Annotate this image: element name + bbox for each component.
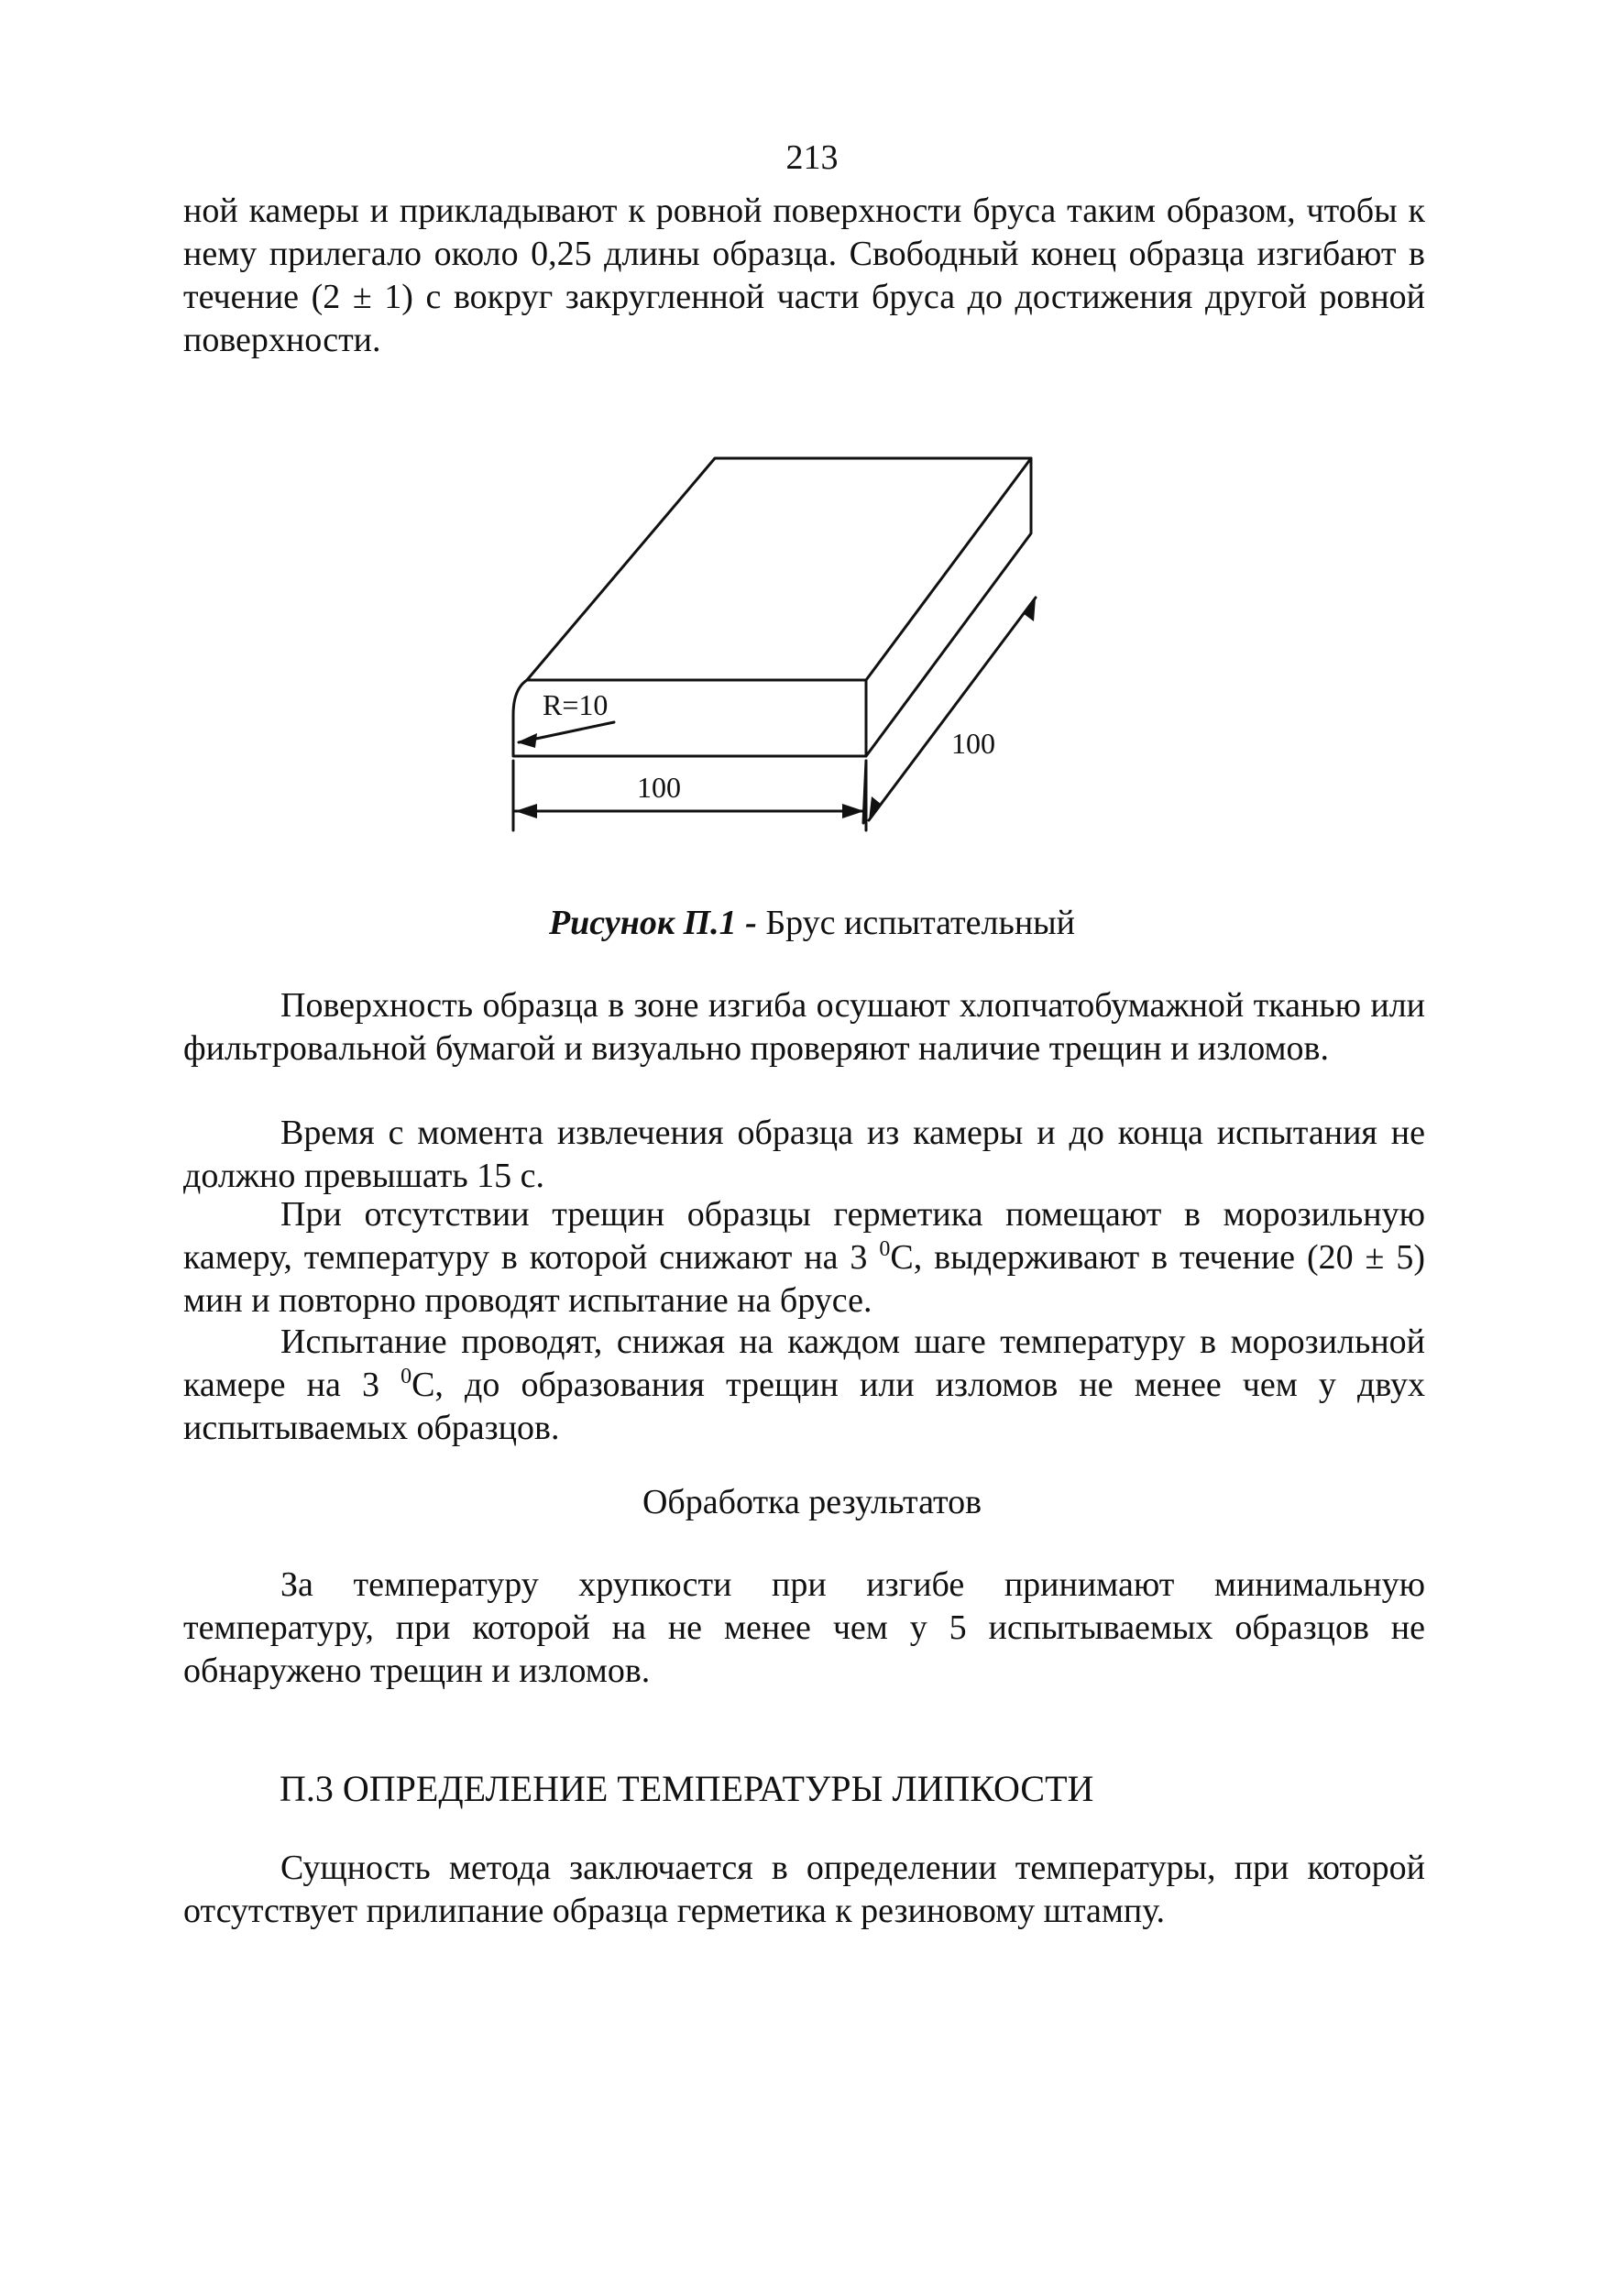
section-heading: П.3 ОПРЕДЕЛЕНИЕ ТЕМПЕРАТУРЫ ЛИПКОСТИ bbox=[280, 1768, 1094, 1809]
radius-label: R=10 bbox=[543, 688, 609, 721]
paragraph-test-procedure-part2: С, до образования трещин или изломов не менее чем у двух испытываемых образцов. bbox=[183, 1366, 1426, 1447]
paragraph-surface-drying: Поверхность образца в зоне изгиба осушают хлопчатобумажной тканью или фильтровальной бумагой и визуально проверяют наличие трещин и изломов. bbox=[183, 986, 1425, 1068]
depth-arrow-bottom bbox=[869, 796, 882, 820]
radius-arrow bbox=[517, 733, 537, 748]
depth-label: 100 bbox=[951, 727, 995, 760]
depth-arrow-top bbox=[1023, 598, 1036, 621]
paragraph-method-essence: Сущность метода заключается в определении температуры, при которой отсутствует прилипание образца герметика к резиновому штампу. bbox=[183, 1849, 1425, 1930]
page-number: 213 bbox=[785, 138, 839, 177]
bar-side-face bbox=[866, 458, 1031, 756]
paragraph-no-cracks-part2: С, выдерживают в течение (20 ± 5) мин и повторно проводят испытание на брусе. bbox=[183, 1238, 1426, 1320]
paragraph-no-cracks-part1: При отсутствии трещин образцы герметика помещают в морозильную камеру, температуру в которой снижают на 3 bbox=[183, 1195, 1425, 1277]
test-bar-figure bbox=[486, 440, 1054, 843]
length-arrow-left bbox=[515, 804, 537, 818]
paragraph-continuation: ной камеры и прикладывают к ровной поверхности бруса таким образом, чтобы к нему прилегало около 0,25 длины образца. Свободный конец образца изгибают в течение (2 ± 1) с вокруг закругленной части бруса до достижения другой ровной поверхности. bbox=[183, 192, 1425, 359]
paragraph-time-limit: Время с момента извлечения образца из камеры и до конца испытания не должно превышать 15 с. bbox=[183, 1114, 1425, 1195]
length-dimension-line bbox=[513, 761, 866, 830]
subheading-results: Обработка результатов bbox=[642, 1483, 982, 1521]
bar-top-face bbox=[527, 458, 1031, 680]
paragraph-brittleness-temperature: За температуру хрупкости при изгибе принимают минимальную температуру, при которой на не менее чем у 5 испытываемых образцов не обнаружено трещин и изломов. bbox=[183, 1565, 1425, 1690]
figure-caption bbox=[0, 903, 1624, 943]
depth-dimension-line bbox=[863, 598, 1036, 823]
paragraph-test-procedure-part1: Испытание проводят, снижая на каждом шаге температуру в морозильной камере на 3 bbox=[183, 1323, 1425, 1404]
degree-superscript: 0 bbox=[879, 1237, 891, 1261]
paragraph-no-cracks bbox=[183, 1193, 1425, 1323]
length-label: 100 bbox=[637, 771, 681, 804]
figure-caption-text: Брус испытательный bbox=[756, 904, 1076, 942]
degree-superscript: 0 bbox=[401, 1365, 412, 1388]
figure-caption-label: Рисунок П.1 - bbox=[548, 904, 757, 942]
paragraph-test-procedure bbox=[183, 1321, 1425, 1450]
length-arrow-right bbox=[842, 804, 864, 818]
